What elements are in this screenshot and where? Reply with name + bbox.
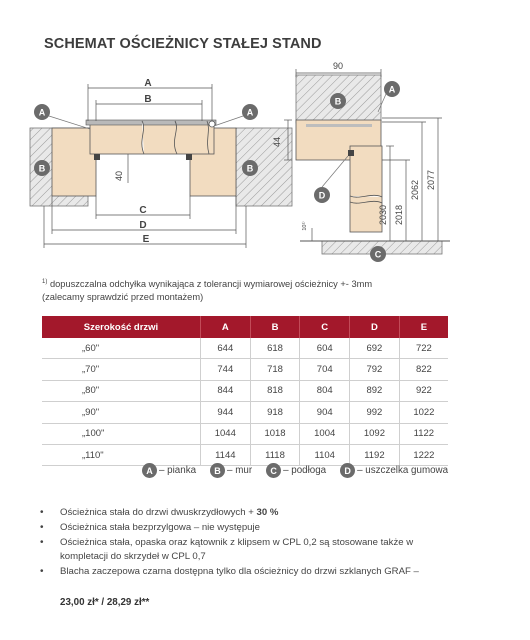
legend — [142, 463, 448, 478]
badge-A-right — [214, 104, 258, 126]
dim-label-B: B — [144, 94, 152, 105]
table-row: „60" 644 618 604 692 722 — [42, 338, 448, 359]
svg-text:A: A — [388, 84, 396, 95]
tolerance-note: $^{1)}$ dopuszczalna odchyłka wynikająca z tolerancji wymiarowej ościeżnicy +- 3mm (zalecamy sprawdzić przed montażem) — [42, 279, 373, 303]
dim-label-2062: 2062 — [410, 179, 420, 201]
table-row: „70" 744 718 704 792 822 — [42, 359, 448, 380]
header-D: D — [350, 316, 400, 338]
list-item: • Ościeżnica stała bezprzylgowa – nie występuje — [40, 522, 260, 534]
price-text: 23,00 zł* / 28,29 zł** — [60, 597, 150, 608]
list-item: • Blacha zaczepowa czarna dostępna tylko dla ościeżnicy do drzwi szklanych GRAF – — [40, 565, 419, 577]
header-A: A — [200, 316, 250, 338]
dim-label-D: D — [139, 220, 147, 231]
dim-label-90: 90 — [332, 61, 344, 71]
dim-label-40: 40 — [114, 170, 124, 182]
badge-A-left — [34, 104, 90, 129]
table-row: „100" 1044 1018 1004 1092 1122 — [42, 423, 448, 444]
header-B: B — [250, 316, 300, 338]
legend-item-seal: D – uszczelka gumowa — [340, 463, 448, 478]
svg-text:B: B — [246, 163, 254, 174]
dim-label-A: A — [144, 78, 152, 89]
door-leaf — [90, 121, 214, 154]
dim-label-2030: 2030 — [378, 204, 388, 226]
dim-label-44: 44 — [272, 136, 282, 148]
table-header-row — [42, 316, 448, 338]
list-item: • Ościeżnica stała do drzwi dwuskrzydłowych + 30 % — [40, 507, 279, 518]
dimensions-table — [42, 316, 448, 466]
dim-label-E: E — [142, 234, 150, 245]
svg-text:B: B — [38, 163, 46, 174]
svg-text:D: D — [318, 190, 326, 201]
svg-text:A: A — [38, 107, 46, 118]
badge-B-right — [242, 160, 258, 176]
legend-item-floor: C – podłoga — [266, 463, 326, 478]
dim-label-C: C — [139, 205, 147, 216]
legend-item-foam: A – pianka — [142, 463, 196, 478]
svg-text:A: A — [246, 107, 254, 118]
table-row: „110" 1144 1118 1104 1192 1222 — [42, 444, 448, 465]
dim-label-10: 10¹⁾ — [302, 221, 308, 231]
badge-D-side — [314, 156, 348, 203]
header-C: C — [300, 316, 350, 338]
dim-label-2018: 2018 — [394, 204, 404, 226]
badge-C-side — [370, 246, 386, 262]
svg-text:B: B — [334, 96, 342, 107]
notes-list — [40, 506, 460, 580]
dim-label-2077: 2077 — [426, 169, 436, 191]
header-E: E — [399, 316, 448, 338]
legend-item-wall: B – mur — [210, 463, 252, 478]
svg-text:C: C — [374, 249, 382, 260]
frame-left — [52, 128, 96, 196]
cross-section-view — [30, 78, 292, 248]
table-row: „80" 844 818 804 892 922 — [42, 380, 448, 401]
badge-B-left — [34, 160, 50, 176]
badge-B-side — [330, 93, 346, 109]
table-row: „90" 944 918 904 992 1022 — [42, 402, 448, 423]
frame-schematic-drawing — [0, 0, 530, 275]
header-width: Szerokość drzwi — [42, 316, 200, 338]
list-item: • Ościeżnica stała, opaska oraz kątownik z klipsem w CPL 0,2 są stosowane także w kompletacji do skrzydeł w CPL 0,7 — [40, 537, 414, 562]
side-section-view — [272, 61, 450, 262]
page-title: SCHEMAT OŚCIEŻNICY STAŁEJ STAND — [44, 36, 322, 52]
